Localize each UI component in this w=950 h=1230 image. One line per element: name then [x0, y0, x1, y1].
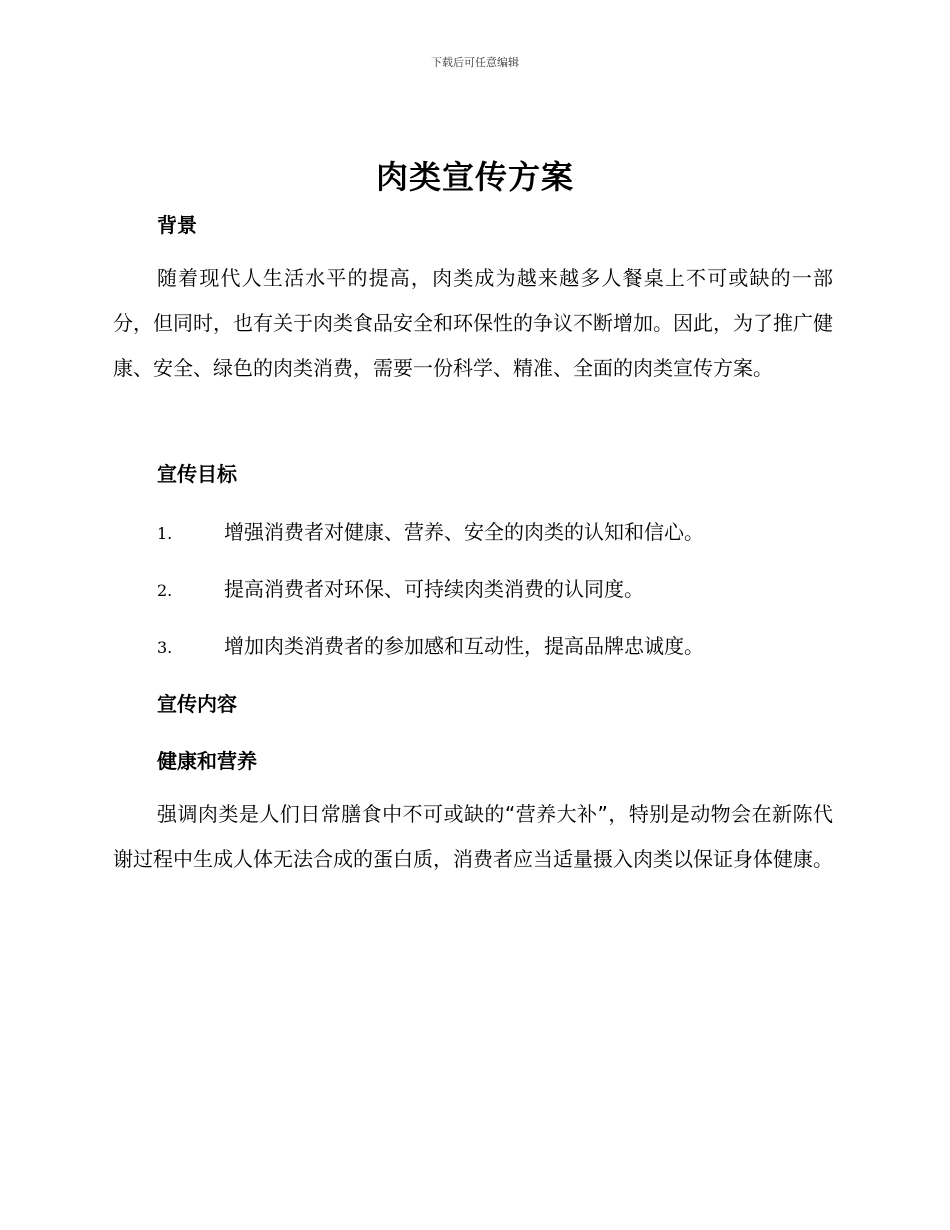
section-heading-goals: 宣传目标	[157, 462, 237, 486]
background-paragraph: 随着现代人生活水平的提高，肉类成为越来越多人餐桌上不可或缺的一部分，但同时，也有关于肉类食品安全和环保性的争议不断增加。因此，为了推广健康、安全、绿色的肉类消费，需要一份科学、精准、全面的肉类宣传方案。	[113, 266, 833, 380]
section-heading-background: 背景	[157, 213, 197, 237]
list-number: 1.	[157, 524, 173, 543]
list-item	[157, 630, 704, 659]
list-item	[157, 516, 704, 545]
header-note: 下载后可任意编辑	[431, 56, 519, 69]
section-heading-health: 健康和营养	[157, 749, 257, 773]
health-paragraph: 强调肉类是人们日常膳食中不可或缺的“营养大补”，特别是动物会在新陈代谢过程中生成人体无法合成的蛋白质，消费者应当适量摄入肉类以保证身体健康。	[113, 802, 833, 871]
list-number: 2.	[157, 581, 173, 600]
list-text: 增加肉类消费者的参加感和互动性，提高品牌忠诚度。	[224, 634, 704, 658]
list-text: 增强消费者对健康、营养、安全的肉类的认知和信心。	[224, 520, 704, 544]
list-item	[157, 573, 644, 602]
section-heading-content: 宣传内容	[157, 692, 237, 716]
page-title: 肉类宣传方案	[375, 158, 574, 196]
list-text: 提高消费者对环保、可持续肉类消费的认同度。	[224, 577, 644, 601]
list-number: 3.	[157, 638, 173, 657]
